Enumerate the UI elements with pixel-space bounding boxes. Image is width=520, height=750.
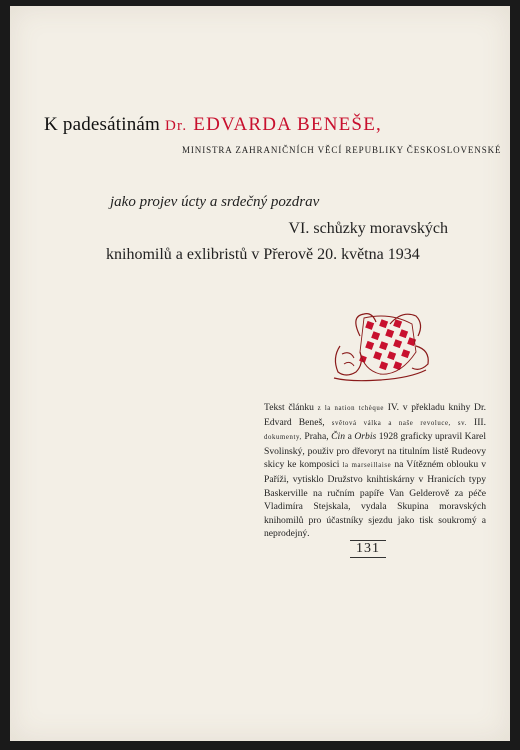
checkered-eagle-emblem-icon [320, 306, 440, 386]
colophon-text [264, 401, 486, 541]
colophon-part: IV. v překladu knihy Dr. Edvard Beneš, [264, 402, 487, 428]
colophon-part: a [345, 431, 355, 443]
dedication-prefix: K padesátinám [44, 114, 165, 135]
colophon-part: na Vítězném oblouku v Paříži, vytisklo Družstvo knihtiskárny v Hranicích typy Baskerville na ručním papíře Van Gelderově za péče Vladimíra Stejskala, vydala Skupina moravských knihomilů pro účastníky sjezdu jako tisk soukromý a neprodejný. [264, 459, 486, 540]
tribute-line-2: VI. schůzky moravských [288, 220, 448, 237]
tribute-line-1: jako projev úcty a srdečný pozdrav [110, 194, 320, 210]
honoree-surname: EDVARDA BENEŠE, [187, 114, 382, 135]
honoree-name [165, 114, 382, 135]
colophon-smallcaps: z la nation tchèque [317, 405, 385, 412]
dedication-line [44, 114, 382, 136]
colophon-part: III. [466, 416, 486, 428]
colophon-italic: Čin [331, 431, 346, 443]
honoree-title-dr: Dr. [164, 118, 188, 134]
colophon-smallcaps: la marseillaise [342, 462, 392, 470]
colophon-italic: Orbis [354, 431, 377, 443]
colophon-part: 1928 graficky upravil Karel Svolinský, použiv pro dřevoryt na titulním listě Rudeovy skicy ke komposici [264, 431, 486, 471]
document-page [10, 6, 510, 741]
colophon-smallcaps: dokumenty, [264, 434, 302, 442]
honoree-office: MINISTRA ZAHRANIČNÍCH VĚCÍ REPUBLIKY ČESKOSLOVENSKÉ [182, 145, 502, 155]
tribute-line-3: knihomilů a exlibristů v Přerově 20. května 1934 [106, 246, 420, 263]
copy-number: 131 [350, 540, 386, 558]
colophon-part: Tekst článku [264, 402, 318, 413]
colophon-part: Praha, [301, 431, 332, 443]
colophon-smallcaps: světová válka a naše revoluce, sv. [331, 419, 467, 427]
